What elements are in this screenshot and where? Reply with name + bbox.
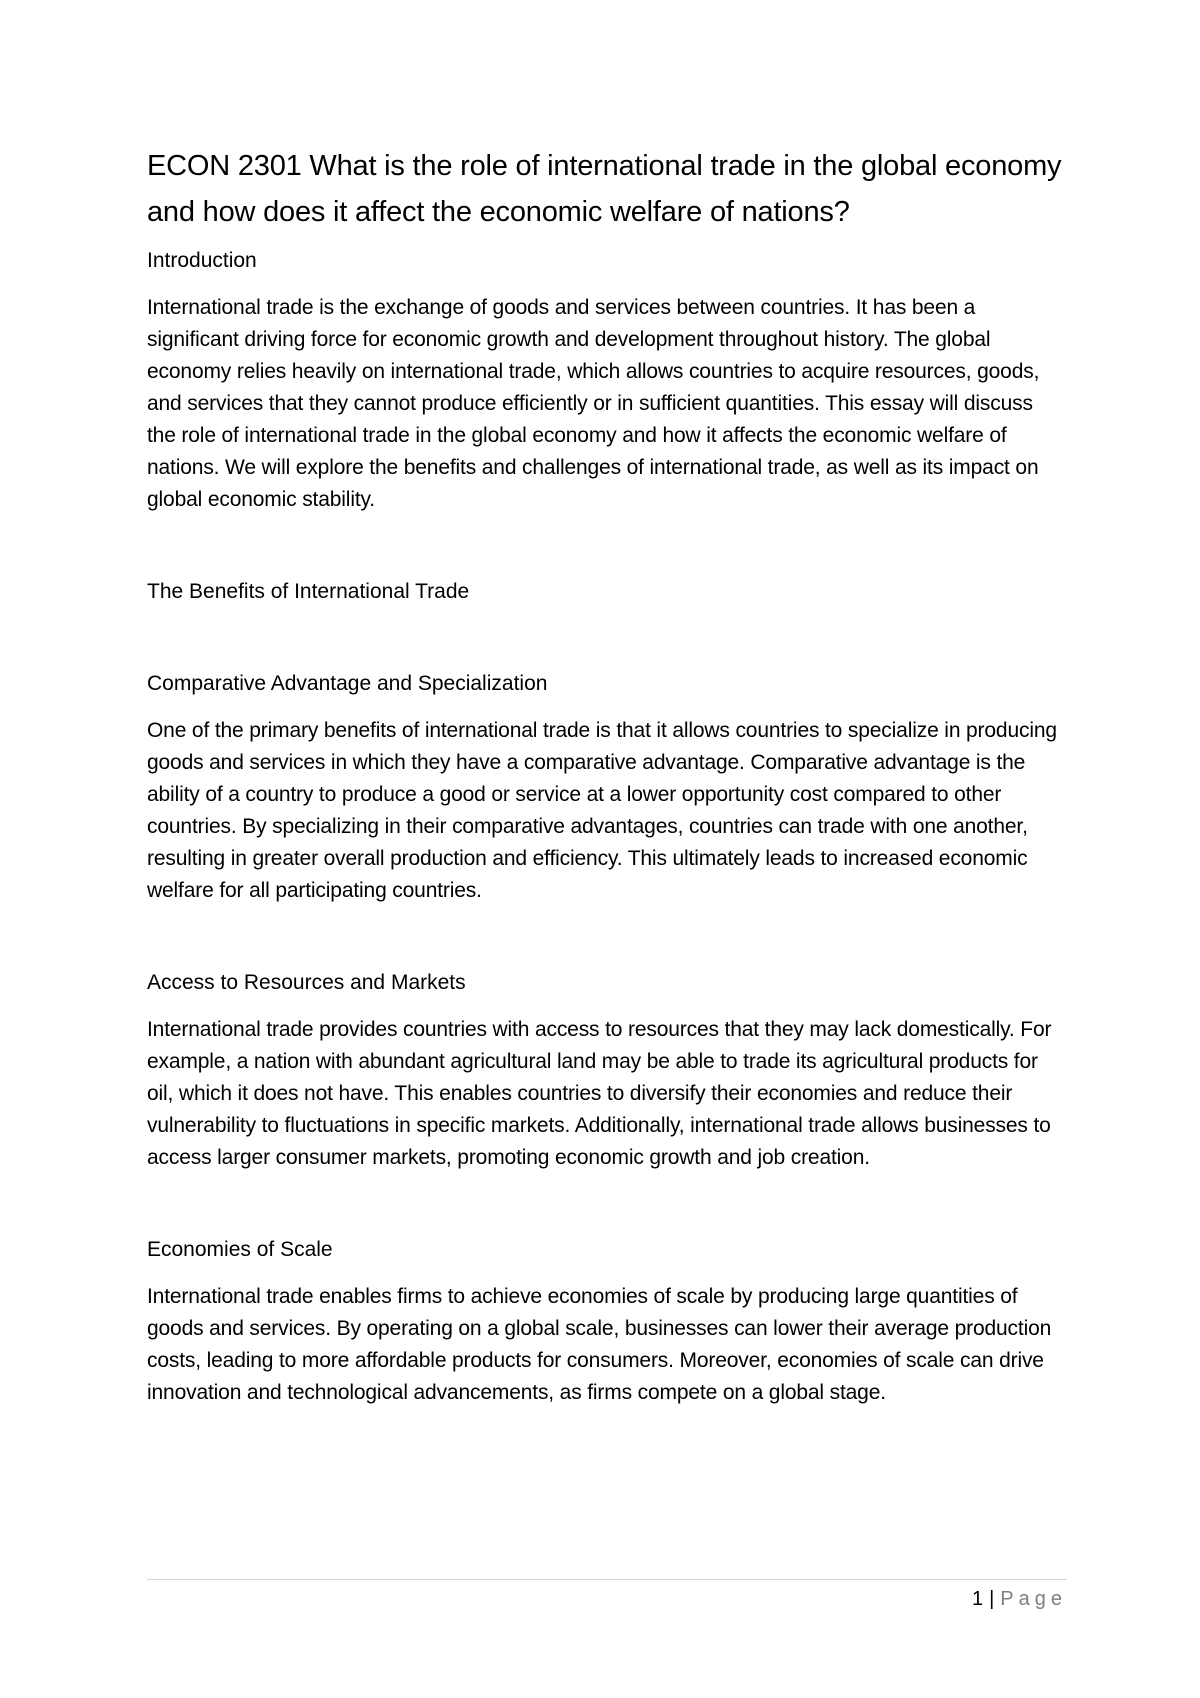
spacer — [147, 907, 1067, 967]
spacer — [147, 1174, 1067, 1234]
page-label: Page — [1000, 1588, 1067, 1610]
spacer — [147, 277, 1067, 292]
paragraph-access-resources-markets: International trade provides countries with access to resources that they may lack domestically. For example, a nation with abundant agricultural land may be able to trade its agricultural products for oil, which it does not have. This enables countries to diversify their economies and reduce their vulnerability to fluctuations in specific markets. Additionally, international trade allows businesses to access larger consumer markets, promoting economic growth and job creation. — [147, 1018, 1052, 1169]
spacer — [147, 235, 1067, 245]
page-footer — [147, 1584, 1067, 1614]
paragraph-comparative-advantage: One of the primary benefits of international trade is that it allows countries to specialize in producing goods and services in which they have a comparative advantage. Comparative advantage is the ability of a country to produce a good or service at a lower opportunity cost compared to other countries. By specializing in their comparative advantages, countries can trade with one another, resulting in greater overall production and efficiency. This ultimately leads to increased economic welfare for all participating countries. — [147, 719, 1057, 902]
spacer — [147, 608, 1067, 668]
spacer — [147, 516, 1067, 576]
heading-introduction: Introduction — [147, 249, 257, 272]
heading-access-resources-markets: Access to Resources and Markets — [147, 971, 466, 994]
page-number: 1 — [971, 1588, 984, 1610]
spacer — [147, 1266, 1067, 1281]
spacer — [147, 999, 1067, 1014]
footer-separator: | — [989, 1588, 995, 1610]
heading-benefits: The Benefits of International Trade — [147, 580, 470, 603]
paragraph-economies-of-scale: International trade enables firms to achieve economies of scale by producing large quantities of goods and services. By operating on a global scale, businesses can lower their average production costs, leading to more affordable products for consumers. Moreover, economies of scale can drive innovation and technological advancements, as firms compete on a global stage. — [147, 1285, 1052, 1404]
paragraph-introduction: International trade is the exchange of goods and services between countries. It has been a significant driving force for economic growth and development throughout history. The global economy relies heavily on international trade, which allows countries to acquire resources, goods, and services that they cannot produce efficiently or in sufficient quantities. This essay will discuss the role of international trade in the global economy and how it affects the economic welfare of nations. We will explore the benefits and challenges of international trade, as well as its impact on global economic stability. — [147, 296, 1040, 511]
heading-comparative-advantage: Comparative Advantage and Specialization — [147, 672, 548, 695]
spacer — [147, 700, 1067, 715]
heading-economies-of-scale: Economies of Scale — [147, 1238, 333, 1261]
document-title: ECON 2301 What is the role of international trade in the global economy and how does it affect the economic welfare of nations? — [147, 150, 1062, 228]
document-body — [147, 143, 1067, 1409]
footer-divider — [147, 1579, 1067, 1580]
